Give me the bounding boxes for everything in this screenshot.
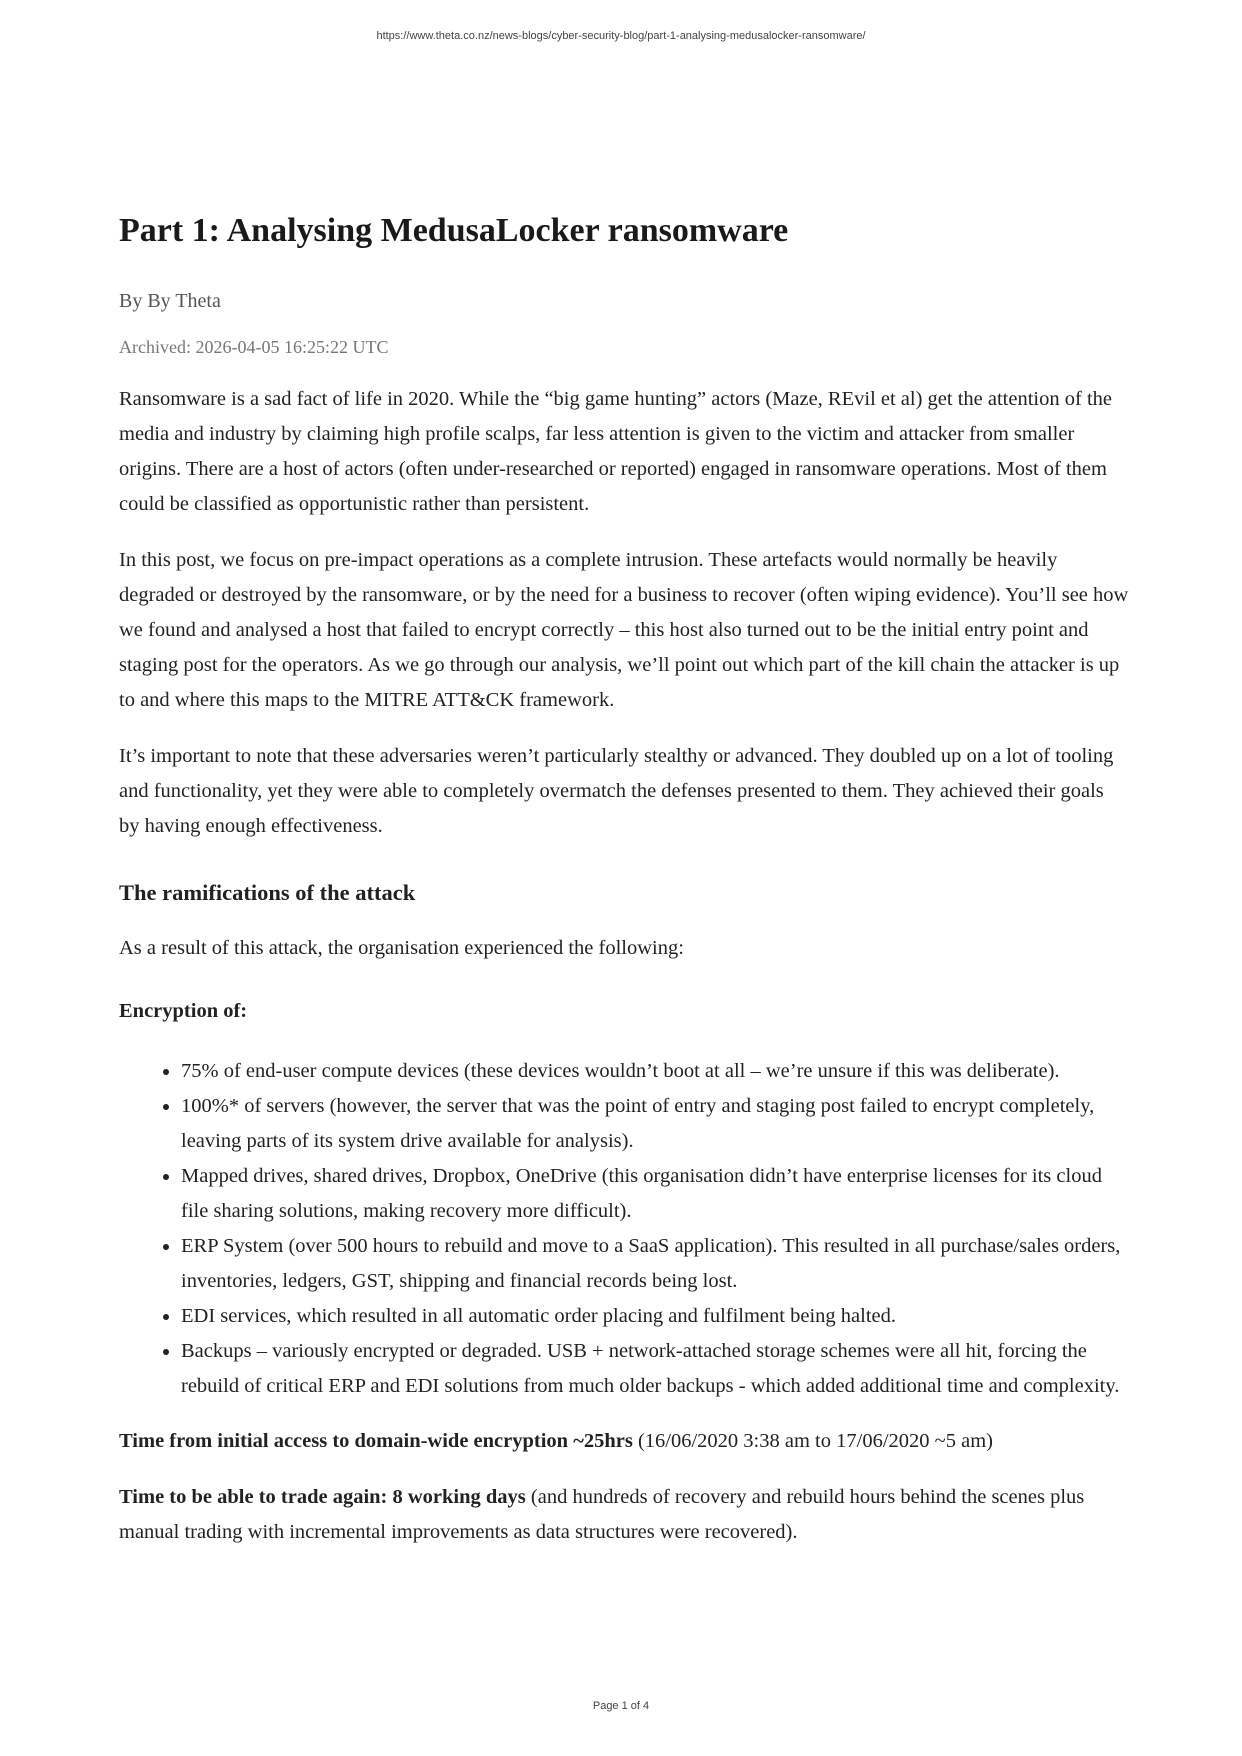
- time-to-trade-label: Time to be able to trade again: 8 working days: [119, 1485, 526, 1508]
- list-item: • 100%* of servers (however, the server that was the point of entry and staging post failed to encrypt completely, leaving parts of its system drive available for analysis).: [181, 1089, 1129, 1159]
- paragraph-focus: In this post, we focus on pre-impact operations as a complete intrusion. These artefacts would normally be heavily degraded or destroyed by the ransomware, or by the need for a business to recover (often wiping evidence). You’ll see how we found and analysed a host that failed to encrypt correctly – this host also turned out to be the initial entry point and staging post for the operators. As we go through our analysis, we’ll point out which part of the kill chain the attacker is up to and where this maps to the MITRE ATT&CK framework.: [119, 548, 1129, 711]
- archived-timestamp: Archived: 2026-04-05 16:25:22 UTC: [119, 336, 389, 357]
- time-to-encryption-detail: (16/06/2020 3:38 am to 17/06/2020 ~5 am): [632, 1429, 993, 1452]
- list-item: • EDI services, which resulted in all automatic order placing and fulfilment being halted.: [181, 1299, 1129, 1334]
- page-indicator: Page 1 of 4: [592, 1700, 650, 1712]
- byline: By By Theta: [119, 289, 221, 312]
- section-heading: The ramifications of the attack: [119, 879, 416, 905]
- list-item: • Mapped drives, shared drives, Dropbox, OneDrive (this organisation didn’t have enterprise licenses for its cloud file sharing solutions, making recovery more difficult).: [181, 1159, 1129, 1229]
- source-url: https://www.theta.co.nz/news-blogs/cyber-security-blog/part-1-analysing-medusalocker-ransomware/: [376, 30, 866, 42]
- time-to-encryption-label: Time from initial access to domain-wide encryption ~25hrs: [119, 1429, 633, 1452]
- time-to-encryption: [119, 1424, 1129, 1459]
- encryption-list: [119, 1054, 1129, 1404]
- paragraph-intro: Ransomware is a sad fact of life in 2020. While the “big game hunting” actors (Maze, REvil et al) get the attention of the media and industry by claiming high profile scalps, far less attention is given to the victim and attacker from smaller origins. There are a host of actors (often under-researched or reported) engaged in ransomware operations. Most of them could be classified as opportunistic rather than persistent.: [119, 387, 1112, 515]
- time-to-trade: [119, 1480, 1129, 1550]
- article-title: Part 1: Analysing MedusaLocker ransomware: [119, 212, 789, 249]
- paragraph-adversaries: It’s important to note that these adversaries weren’t particularly stealthy or advanced. They doubled up on a lot of tooling and functionality, yet they were able to completely overmatch the defenses presented to them. They achieved their goals by having enough effectiveness.: [119, 744, 1114, 837]
- article: [119, 210, 1129, 1571]
- section-intro: As a result of this attack, the organisation experienced the following:: [119, 936, 684, 959]
- time-to-trade-detail: (and hundreds of recovery and rebuild hours behind the scenes plus manual trading with incremental improvements as data structures were recovered).: [119, 1485, 1085, 1543]
- list-item: • 75% of end-user compute devices (these devices wouldn’t boot at all – we’re unsure if this was deliberate).: [181, 1054, 1129, 1089]
- encryption-label: Encryption of:: [119, 999, 248, 1022]
- list-item: • Backups – variously encrypted or degraded. USB + network-attached storage schemes were all hit, forcing the rebuild of critical ERP and EDI solutions from much older backups - which added additional time and complexity.: [181, 1334, 1129, 1404]
- list-item: • ERP System (over 500 hours to rebuild and move to a SaaS application). This resulted in all purchase/sales orders, inventories, ledgers, GST, shipping and financial records being lost.: [181, 1229, 1129, 1299]
